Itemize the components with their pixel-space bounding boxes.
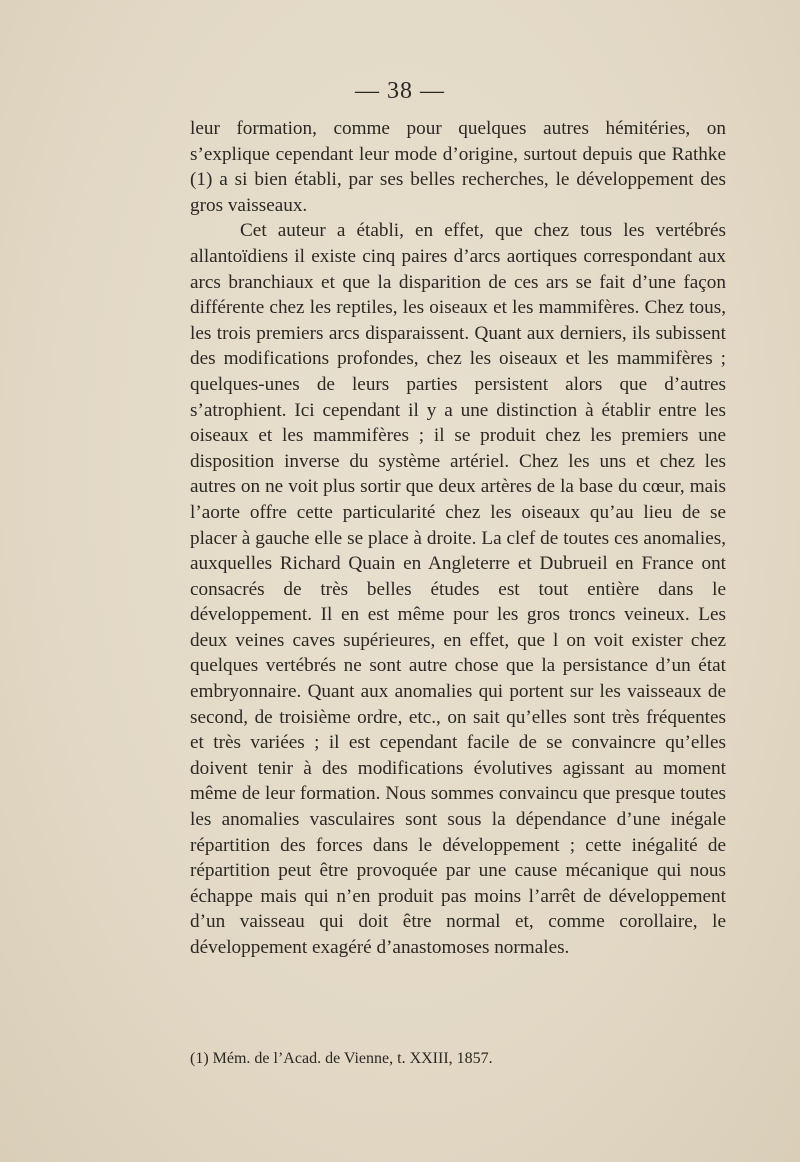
paragraph-continuation: leur formation, comme pour quelques autres hémitéries, on s’explique cependant leur mode d’origine, surtout depuis que Rathke (1) a si bien établi, par ses belles recherches, le développement des gros vaisseaux.: [190, 118, 726, 216]
footnote: (1) Mém. de l’Acad. de Vienne, t. XXIII, 1857.: [190, 1050, 493, 1067]
body-text: [190, 116, 726, 961]
page-number: — 38 —: [355, 78, 445, 104]
paragraph-rathke-author: Cet auteur a établi, en effet, que chez tous les vertébrés allantoïdiens il existe cinq paires d’arcs aortiques correspondant aux arcs branchiaux et que la disparition de ces ars se fait d’une façon différente chez les reptiles, les oiseaux et les mammifères. Chez tous, les trois premiers arcs disparaissent. Quant aux derniers, ils subissent des modifications profondes, chez les oiseaux et les mammifères ; quelques-unes de leurs parties persistent alors que d’autres s’atrophient. Ici cependant il y a une distinction à établir entre les oiseaux et les mammifères ; il se produit chez les premiers une disposition inverse du système artériel. Chez les uns et chez les autres on ne voit plus sortir que deux artères de la base du cœur, mais l’aorte offre cette particularité chez les oiseaux qu’au lieu de se placer à gauche elle se place à droite. La clef de toutes ces anomalies, auxquelles Richard Quain en Angleterre et Dubrueil en France ont consacrés de très belles études est tout entière dans le développement. Il en est même pour les gros troncs veineux. Les deux veines caves supérieures, en effet, que l on voit exister chez quelques vertébrés ne sont autre chose que la persistance d’un état embryonnaire. Quant aux anomalies qui portent sur les vaisseaux de second, de troisième ordre, etc., on sait qu’elles sont très fréquentes et très variées ; il est cependant facile de se convaincre qu’elles doivent tenir à des modifications évolutives agissant au moment même de leur formation. Nous sommes convaincu que presque toutes les anomalies vasculaires sont sous la dépendance d’une inégale répartition des forces dans le développement ; cette inégalité de répartition peut être provoquée par une cause mécanique qui nous échappe mais qui n’en produit pas moins l’arrêt de développement d’un vaisseau qui doit être normal et, comme corollaire, le développement exagéré d’anastomoses normales.: [190, 220, 726, 958]
